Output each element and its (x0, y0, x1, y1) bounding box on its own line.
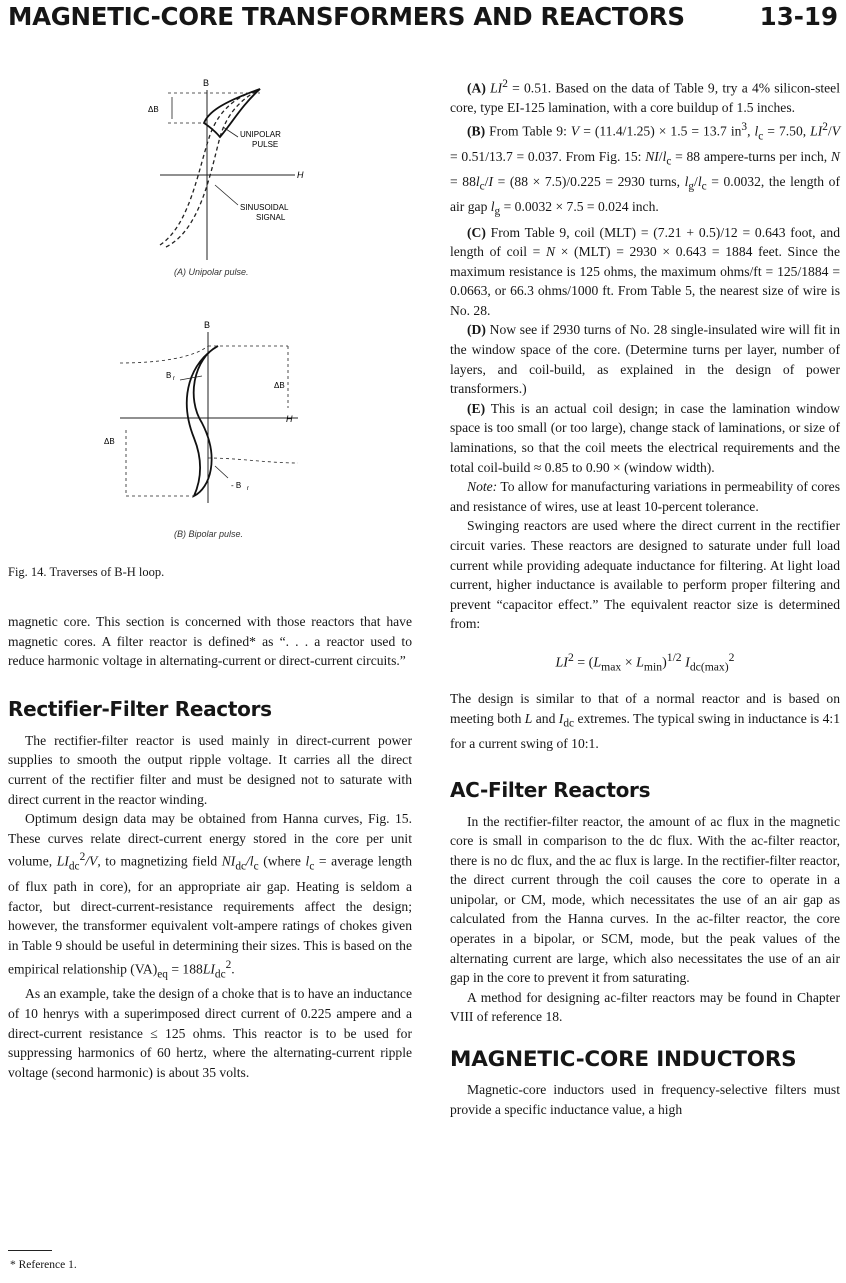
neg-br-pointer (215, 466, 228, 478)
page-number: 13-19 (759, 2, 838, 31)
step-c-paragraph: (C) From Table 9, coil (MLT) = (7.21 + 0.5)/12 = 0.643 foot, and length of coil = N × (MLT) = 2930 × 0.643 = 1884 feet. Since the maximum resistance is 125 ohms, the maximum ohms/ft = 125/1884 = 0.0663, or 66.3 ohms/1000 ft. From Table 5, the nearest size of wire is No. 28. (450, 224, 840, 318)
hanna-paragraph: Optimum design data may be obtained from Hanna curves, Fig. 15. These curves relate direct-current energy stored in the core per unit volume, $LI_{dc}^2/V$, to magnetizing field $NI_{dc}/l_c$ (where $l_c$ = average length of flux path in core), for an appropriate air gap. Heating is seldom a factor, but direct-current-resistance requirements affect the design; however, the transformer equivalent volt-ampere ratings of chokes given in Table 9 should be useful in determining their sizes. This is based on the empirical relationship $(VA)_{eq} = 188LI_{dc}^2$. (8, 811, 412, 980)
heading-magnetic-core-inductors: MAGNETIC-CORE INDUCTORS (450, 1047, 797, 1073)
h-axis-label: H (297, 170, 304, 180)
br-label: B (166, 371, 172, 380)
h-axis-label: H (286, 414, 293, 424)
page-header (8, 2, 838, 36)
figure-a (120, 75, 320, 265)
design-paragraph: The design is similar to that of a normal reactor and is based on meeting both L and $I_{dc}$ extremes. The typical swing in inductance is 4:1 for a current swing of 10:1. (450, 691, 840, 751)
unipolar-pointer (223, 127, 238, 137)
b-axis-label: B (204, 320, 211, 330)
note-paragraph: Note: To allow for manufacturing variations in permeability of cores and resistance of wires, use at least 10-percent tolerance. (450, 479, 840, 514)
heading-rectifier-filter: Rectifier-Filter Reactors (8, 696, 272, 721)
figure-a-caption: (A) Unipolar pulse. (174, 267, 249, 277)
figure-b-diagram (98, 318, 318, 518)
neg-br-label: - B (231, 481, 242, 490)
swinging-paragraph: Swinging reactors are used where the direct current in the rectifier circuit varies. These reactors are designed to saturate under full load current while providing adequate inductance for filtering. At light load current, higher inductance is available to perform proper filtering and prevent “capacitor effect.” The equivalent reactor size is determined from: (450, 518, 840, 632)
neg-br-sub: r (247, 486, 249, 492)
sinusoidal-pointer (215, 185, 238, 205)
unipolar-label-1: UNIPOLAR (240, 130, 281, 139)
step-d-paragraph: (D) Now see if 2930 turns of No. 28 single-insulated wire will fit in the window space of the core. (Determine turns per layer, number of layers, and coil-build, as explained in the design of power transformers.) (450, 322, 840, 397)
inductors-paragraph: Magnetic-core inductors used in frequency-selective filters must provide a specific inductance value, a high (450, 1082, 840, 1117)
swinging-equation: $LI^2 = (L_{max} \times L_{min})^{1/2}$ $I_{dc(max)}^2$ (555, 650, 735, 674)
figure-a-diagram (120, 75, 320, 265)
sinusoidal-loop-left (160, 89, 260, 245)
footnote: * Reference 1. (10, 1259, 77, 1271)
footnote-rule (8, 1250, 52, 1251)
delta-b-right-label: ΔB (274, 381, 285, 390)
left-column (8, 612, 412, 1082)
unipolar-label-2: PULSE (252, 140, 279, 149)
bipolar-loop (187, 346, 218, 496)
intro-paragraph: magnetic core. This section is concerned with those reactors that have magnetic cores. A filter reactor is defined* as “. . . a reactor used to reduce harmonic voltage in alternating-current or direct-current circuits.” (8, 614, 412, 669)
running-title: MAGNETIC-CORE TRANSFORMERS AND REACTORS (8, 2, 685, 31)
example-paragraph: As an example, take the design of a choke that is to have an inductance of 10 henrys with a superimposed direct current of 0.225 ampere and a direct-current resistance ≤ 125 ohms. This reactor is to be used for suppressing harmonics of 60 hertz, where the alternating-current ripple voltage (second harmonic) is about 35 volts. (8, 986, 412, 1080)
ac-filter-paragraph: In the rectifier-filter reactor, the amount of ac flux in the magnetic core is small in comparison to the dc flux. With the ac-filter reactor, there is no dc flux, and the ac flux is large. In the rectifier-filter reactor, the direct current through the coil causes the core to operate in a unipolar, or CM, mode, which necessitates the use of an air gap as calculated from the Hanna curves. In the ac-filter reactor, the core operates in a bipolar, or SCM, mode, but the peak values of the alternating current are large, which also necessitates the use of an air gap in the core to prevent it from saturating. (450, 813, 840, 986)
step-a-paragraph: (A) $LI^2 = 0.51$. Based on the data of Table 9, try a 4% silicon-steel core, type EI-125 lamination, with a core buildup of 1.5 inches. (450, 78, 840, 116)
upper-dash (120, 346, 208, 363)
heading-ac-filter: AC-Filter Reactors (450, 777, 651, 802)
figure-caption: Fig. 14. Traverses of B-H loop. (8, 565, 165, 579)
b-axis-label: B (203, 78, 210, 88)
step-e-paragraph: (E) This is an actual coil design; in case the lamination window space is too small (or too large), change stack of laminations, or size of laminations, so that the coil meets the electrical requirements and the total coil-build ≈ 0.85 to 0.90 × (window width). (450, 400, 840, 475)
figure-b (98, 318, 318, 518)
lower-dash (208, 458, 298, 463)
br-sub: r (173, 376, 175, 382)
right-column (450, 75, 840, 1119)
ac-filter-method-paragraph: A method for designing ac-filter reactors may be found in Chapter VIII of reference 18. (450, 989, 840, 1025)
step-b-paragraph: (B) From Table 9: V = (11.4/1.25) × 1.5 = 13.7 $in^3$, $l_c = 7.50$, $LI^2/V = 0.51/13.7 = 0.037$. From Fig. 15: $NI/l_c = 88$ ampere-turns per inch, $N = 88l_c/I = (88 \times 7.5)/0.225 = 2930$ turns, $l_g/l_c = 0.0032$, the length of air gap $l_g = 0.0032 \times 7.5 = 0.024$ inch. (450, 120, 841, 218)
sinusoidal-label-2: SIGNAL (256, 213, 286, 222)
delta-b-label: ΔB (148, 105, 159, 114)
delta-b-left-label: ΔB (104, 437, 115, 446)
sinusoidal-label-1: SINUSOIDAL (240, 203, 289, 212)
figure-b-caption: (B) Bipolar pulse. (174, 529, 244, 539)
rectifier-paragraph: The rectifier-filter reactor is used mainly in direct-current power supplies to smooth the output ripple voltage. It carries all the direct current of the rectifier filter and must be designed not to saturate with direct current in the reactor winding. (8, 732, 412, 807)
